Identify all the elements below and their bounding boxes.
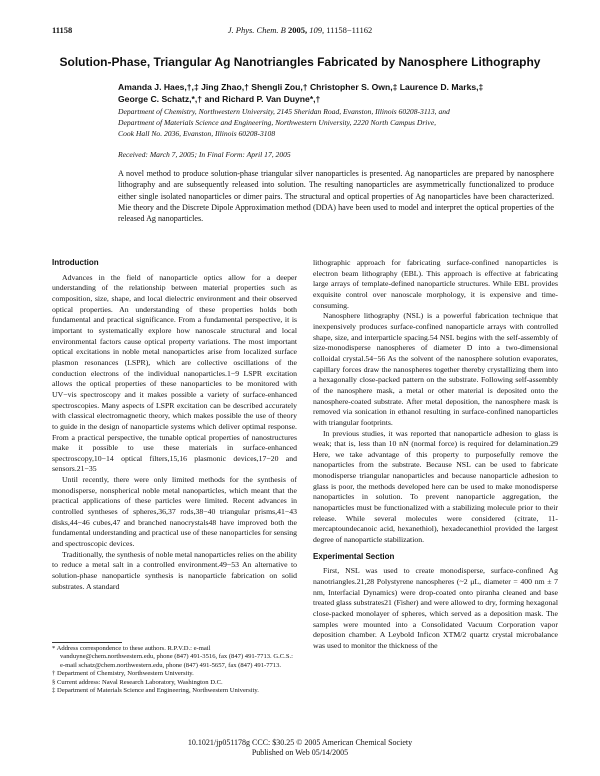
journal-name: J. Phys. Chem. B (227, 25, 286, 35)
doi-line: 10.1021/jp051178g CCC: $30.25 © 2005 American Chemical Society (187, 738, 413, 747)
body-paragraph: Nanosphere lithography (NSL) is a powerful fabrication technique that inexpensively produces surface-confined nanoparticle arrays with controlled shape, size, and interparticle spacing.54 NSL begins with the self-assembly of size-monodisperse nanospheres of diameter D into a two-dimensional colloidal crystal.54−56 As the solvent of the nanosphere solution evaporates, capillary forces draw the nanospheres together thereby crystallizing them into a hexagonally close-packed pattern on the substrate. Following self-assembly of the nanosphere mask, a metal or other material is deposited onto the nanosphere-coated substrate. After metal deposition, the nanosphere mask is removed via sonication in ethanol resulting in surface-confined nanoparticles with triangular footprints. (313, 311, 558, 427)
body-paragraph: In previous studies, it was reported that nanoparticle adhesion to glass is weak; that is, less than 10 nN (normal force) is required for delamination.29 Here, we take advantage of this property to purposefully remove the nanoparticles from the substrate. Because NSL can be used to fabricate monodisperse triangular nanoparticles and because nanoparticle adhesion to glass is poor, the methods developed here can be used to make monodisperse nanoparticles in solution. To prevent nanoparticle aggregation, the nanoparticles must be functionalized with a stabilizing molecule prior to their release. While several molecules were considered (citrate, 11-mercaptoundecanoic acid, hexanethiol), hexadecanethiol provided the largest degree of nanoparticle stabilization. (313, 428, 558, 545)
body-paragraph: Until recently, there were only limited methods for the synthesis of monodisperse, nonspherical noble metal nanoparticles, which meant that the practical applications of these particles were limited. Recent advances in controlled syntheses of spheres,36,37 rods,38−40 triangular prisms,41−43 disks,44−46 cubes,47 and branched nanocrystals48 have improved both the fundamental understanding and practical use of these nanoparticles for sensing and spectroscopic devices. (52, 475, 297, 549)
author-line: George C. Schatz,*,† and Richard P. Van Duyne*,† (118, 94, 321, 104)
body-paragraph: First, NSL was used to create monodisperse, surface-confined Ag nanotriangles.21,28 Polystyrene nanospheres (~2 μL, diameter = 400 nm ± 7 nm, Interfacial Dynamics) were drop-coated onto piranha cleaned and base treated glass substrates21 (Fisher) and were allowed to dry, forming hexagonal close-packed monolayer of spheres, which served as a deposition mask. The samples were mounted into a Consolidated Vacuum Corporation vapor deposition chamber. A Leybold Inficon XTM/2 quartz crystal microbalance was used to monitor the thickness of the (313, 566, 558, 650)
publication-date: Published on Web 05/14/2005 (251, 748, 349, 757)
received-dates: Received: March 7, 2005; In Final Form: April 17, 2005 (118, 150, 291, 159)
footnotes (52, 645, 297, 695)
page-footer (0, 738, 600, 758)
footnote: § Current address: Naval Research Laboratory, Washington D.C. (52, 678, 223, 686)
footnote-rule (52, 642, 122, 643)
footnote: ‡ Department of Materials Science and Engineering, Northwestern University. (52, 687, 259, 695)
right-column (313, 258, 558, 652)
affiliations (118, 107, 558, 139)
abstract: A novel method to produce solution-phase triangular silver nanoparticles is presented. Ag nanoparticles are prepared by nanosphere lithography and are subsequently released into solution. The resulting nanoparticles are asymmetrically functionalized to produce either single isolated nanoparticles or dimer pairs. The structural and optical properties of Ag nanoparticles have been characterized. Mie theory and the Discrete Dipole Approximation method (DDA) have been used to model and interpret the optical properties of the released Ag nanoparticles. (118, 169, 554, 224)
affiliation-line: Department of Materials Science and Engineering, Northwestern University, 2220 North Campus Drive, (118, 117, 437, 127)
page-number: 11158 (52, 25, 73, 35)
body-paragraph: Advances in the field of nanoparticle optics allow for a deeper understanding of the relationship between material properties such as composition, size, shape, and local dielectric environment and their observed optical properties. An understanding of these properties holds both fundamental and practical significance. From a fundamental perspective, it is important to systematically explore how nanoscale structural and local environmental factors cause optical property variations. The most important optical excitations in noble metal nanoparticles arise from localized surface plasmon resonances (LSPR), which are collective oscillations of the conduction electrons of the individual nanoparticles.1−9 LSPR excitation allows the optical properties of these nanoparticles to be monitored with UV−vis spectroscopy and it makes possible a variety of surface-enhanced spectroscopies. Many aspects of LSPR excitation can be described accurately with classical electromagnetic theory, which makes possible the use of theory to guide in the design of nanoparticle systems which deliver optimal response. From a practical perspective, the tunable optical properties of nanostructures make it possible to use these materials in surface-enhanced spectroscopy,10−14 optical filters,15,16 plasmonic devices,17−20 and sensors.21−35 (52, 272, 297, 474)
author-list (118, 81, 558, 105)
affiliation-line: Department of Chemistry, Northwestern University, 2145 Sheridan Road, Evanston, Illinois 60208-3113, and (118, 107, 450, 116)
body-paragraph: lithographic approach for fabricating surface-confined nanoparticles is electron beam lithography (EBL). This approach is effective at fabricating large arrays of template-defined nanoparticle structures. While EBL provides exquisite control over nanoscale morphology, it is expensive and time-consuming. (313, 258, 558, 310)
journal-year: 2005, (287, 25, 308, 35)
running-header (52, 25, 548, 37)
footnote: * Address correspondence to these authors. R.P.V.D.: e-mail vanduyne@chem.northwestern.edu, phone (847) 491-3516, fax (847) 491-7713. G.C.S.: e-mail schatz@chem.northwestern.edu, phone (847) 491-5657, fax (847) 491-7713. (52, 645, 293, 669)
body-paragraph: Traditionally, the synthesis of noble metal nanoparticles relies on the ability to reduce a metal salt in a controlled environment.49−53 An alternative to solution-phase nanoparticle synthesis is nanoparticle fabrication on solid substrates. A standard (52, 549, 297, 591)
journal-pages: 11158−11162 (326, 25, 373, 35)
section-heading-experimental: Experimental Section (313, 551, 395, 561)
author-line: Amanda J. Haes,†,‡ Jing Zhao,† Shengli Zou,† Christopher S. Own,‡ Laurence D. Marks,‡ (118, 82, 484, 92)
affiliation-line: Cook Hall No. 2036, Evanston, Illinois 60208-3108 (118, 128, 276, 138)
journal-citation (52, 25, 548, 35)
paper-title: Solution-Phase, Triangular Ag Nanotriangles Fabricated by Nanosphere Lithography (59, 55, 541, 69)
journal-volume: 109, (309, 25, 325, 35)
left-column (52, 258, 297, 592)
footnote: † Department of Chemistry, Northwestern University. (52, 670, 194, 678)
section-heading-introduction: Introduction (52, 258, 99, 267)
